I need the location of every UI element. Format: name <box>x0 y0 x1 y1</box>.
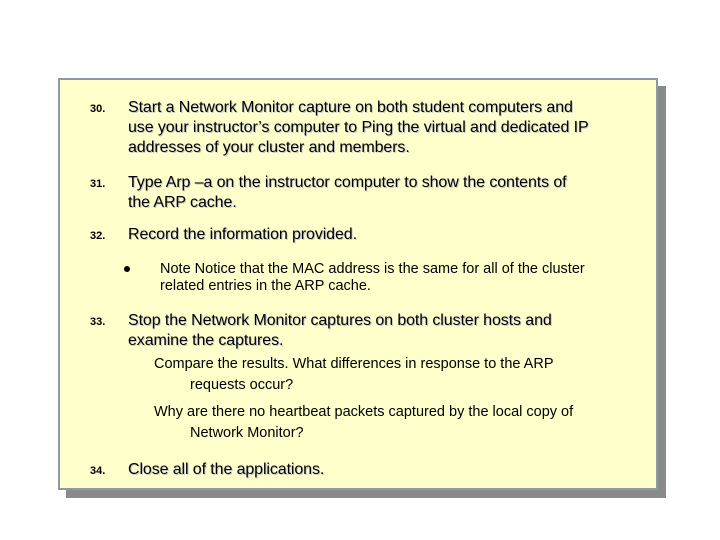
question-2-line2: Network Monitor? <box>190 425 304 441</box>
question-1-line1: Compare the results. What differences in response to the ARP <box>154 356 554 372</box>
instructions-panel <box>58 78 658 490</box>
step-33-text: Stop the Network Monitor captures on both cluster hosts and examine the captures. <box>128 312 552 349</box>
step-32-number: 32. <box>90 230 106 242</box>
note-bullet-icon <box>124 266 130 272</box>
question-2-line1: Why are there no heartbeat packets captured by the local copy of <box>154 404 574 420</box>
question-1-line2: requests occur? <box>190 377 294 393</box>
note-text: Note Notice that the MAC address is the same for all of the cluster related entries in the ARP cache. <box>160 261 585 294</box>
step-30-text: Start a Network Monitor capture on both student computers and use your instructor’s computer to Ping the virtual and dedicated IP addresses of your cluster and members. <box>128 99 589 156</box>
step-32-text: Record the information provided. <box>128 226 357 243</box>
step-31-text: Type Arp –a on the instructor computer to show the contents of the ARP cache. <box>128 174 567 211</box>
step-33-number: 33. <box>90 316 106 328</box>
step-31-number: 31. <box>90 178 106 190</box>
question-1 <box>154 354 554 396</box>
step-30-number: 30. <box>90 103 106 115</box>
step-34-number: 34. <box>90 465 106 477</box>
step-34-text: Close all of the applications. <box>128 461 325 478</box>
question-2 <box>154 402 573 444</box>
